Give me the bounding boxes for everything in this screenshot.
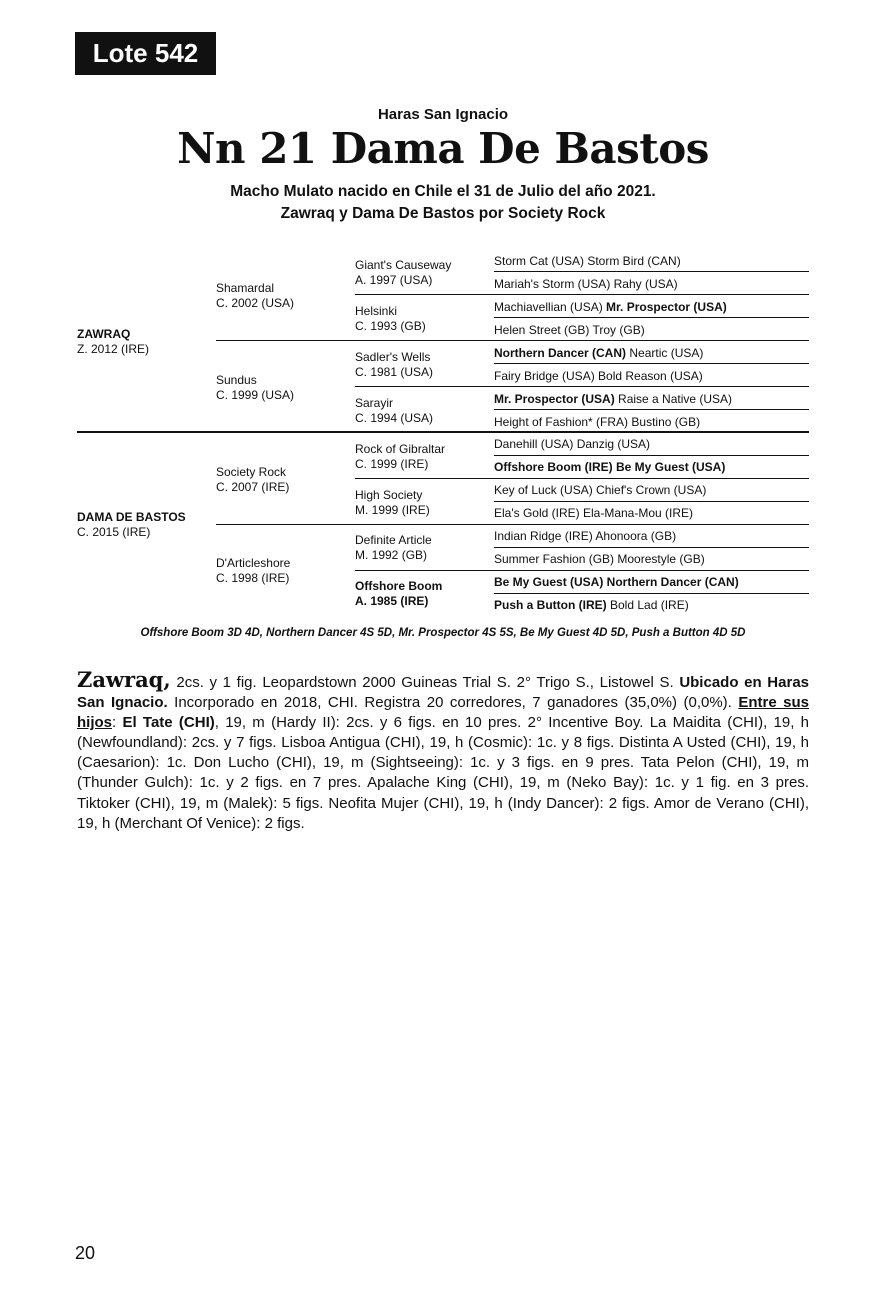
gen4-row: Mariah's Storm (USA) Rahy (USA)	[494, 277, 678, 291]
gen3-ancestor: Sadler's Wells C. 1981 (USA)	[355, 350, 434, 379]
gen2-sire-sire: Shamardal C. 2002 (USA)	[216, 281, 295, 310]
dam: DAMA DE BASTOS C. 2015 (IRE)	[77, 510, 186, 539]
gen3-ancestor: Offshore Boom A. 1985 (IRE)	[355, 579, 443, 608]
gen4-row: Danehill (USA) Danzig (USA)	[494, 437, 651, 451]
gen4-row: Helen Street (GB) Troy (GB)	[494, 323, 645, 337]
gen3-ancestor: Sarayir C. 1994 (USA)	[355, 396, 434, 425]
gen4-row: Push a Button (IRE) Bold Lad (IRE)	[494, 598, 689, 612]
gen4-row: Mr. Prospector (USA) Raise a Native (USA)	[494, 392, 733, 406]
gen4-row: Height of Fashion* (FRA) Bustino (GB)	[494, 415, 701, 429]
gen3-ancestor: Helsinki C. 1993 (GB)	[355, 304, 426, 333]
gen2-dam-dam: D'Articleshore C. 1998 (IRE)	[216, 556, 291, 585]
inbreeding-crosses: Offshore Boom 3D 4D, Northern Dancer 4S 5D, Mr. Prospector 4S 5S, Be My Guest 4D 5D, Push a Button 4D 5D	[140, 627, 746, 639]
gen3-ancestor: Giant's Causeway A. 1997 (USA)	[355, 258, 452, 287]
gen4-row: Northern Dancer (CAN) Neartic (USA)	[494, 346, 704, 360]
gen3-ancestor: Definite Article M. 1992 (GB)	[355, 533, 432, 562]
gen4-row: Machiavellian (USA) Mr. Prospector (USA)	[494, 300, 727, 314]
gen4-row: Be My Guest (USA) Northern Dancer (CAN)	[494, 575, 739, 589]
gen4-row: Summer Fashion (GB) Moorestyle (GB)	[494, 552, 705, 566]
page-number: 20	[75, 1243, 96, 1263]
gen2-dam-sire: Society Rock C. 2007 (IRE)	[216, 465, 290, 494]
gen2-sire-dam: Sundus C. 1999 (USA)	[216, 373, 295, 402]
gen3-ancestor: High Society M. 1999 (IRE)	[355, 488, 430, 517]
sire-name: Zawraq,	[77, 667, 171, 692]
lot-badge: Lote 542	[75, 32, 216, 75]
horse-title: Nn 21 Dama De Bastos	[177, 124, 709, 173]
gen4-row: Fairy Bridge (USA) Bold Reason (USA)	[494, 369, 703, 383]
parents-info: Zawraq y Dama De Bastos por Society Rock	[280, 205, 606, 222]
sire: ZAWRAQ Z. 2012 (IRE)	[77, 327, 150, 356]
gen3-ancestor: Rock of Gibraltar C. 1999 (IRE)	[355, 442, 446, 471]
gen4-row: Offshore Boom (IRE) Be My Guest (USA)	[494, 460, 726, 474]
birth-info: Macho Mulato nacido en Chile el 31 de Julio del año 2021.	[230, 183, 656, 200]
offspring-label: Entre sus hijos	[77, 694, 810, 732]
sire-description: Zawraq, 2cs. y 1 fig. Leopardstown 2000 Guineas Trial S. 2° Trigo S., Listowel S. Ubicado en Haras San Ignacio. Incorporado en 2018, CHI. Registra 20 corredores, 7 ganadores (35,0%) (0,0%). Entre sus hijos: El Tate (CHI), 19, m (Hardy II): 2cs. y 6 figs. en 10 pres. 2° Incentive Boy. La Maidita (CHI), 19, h (Newfoundland): 2cs. y 7 figs. Lisboa Antigua (CHI), 19, h (Cosmic): 1c. y 8 figs. Distinta A Usted (CHI), 19, h (Caesarion): 1c. Don Lucho (CHI), 19, m (Sightseeing): 1c. y 3 figs. en 9 pres. Tata Pelon (CHI), 19, m (Thunder Gulch): 1c. y 2 figs. en 7 pres. Apalache King (CHI), 19, m (Neko Bay): 1c. y 1 fig. en 3 pres. Tiktoker (CHI), 19, m (Malek): 5 figs. Neofita Mujer (CHI), 19, h (Indy Dancer): 2 figs. Amor de Verano (CHI), 19, h (Merchant Of Venice): 2 figs.	[77, 667, 810, 832]
gen4-row: Ela's Gold (IRE) Ela-Mana-Mou (IRE)	[494, 506, 694, 520]
gen4-row: Key of Luck (USA) Chief's Crown (USA)	[494, 483, 707, 497]
haras-name: Haras San Ignacio	[377, 106, 509, 123]
gen4-row: Indian Ridge (IRE) Ahonoora (GB)	[494, 529, 677, 543]
gen4-row: Storm Cat (USA) Storm Bird (CAN)	[494, 254, 681, 268]
